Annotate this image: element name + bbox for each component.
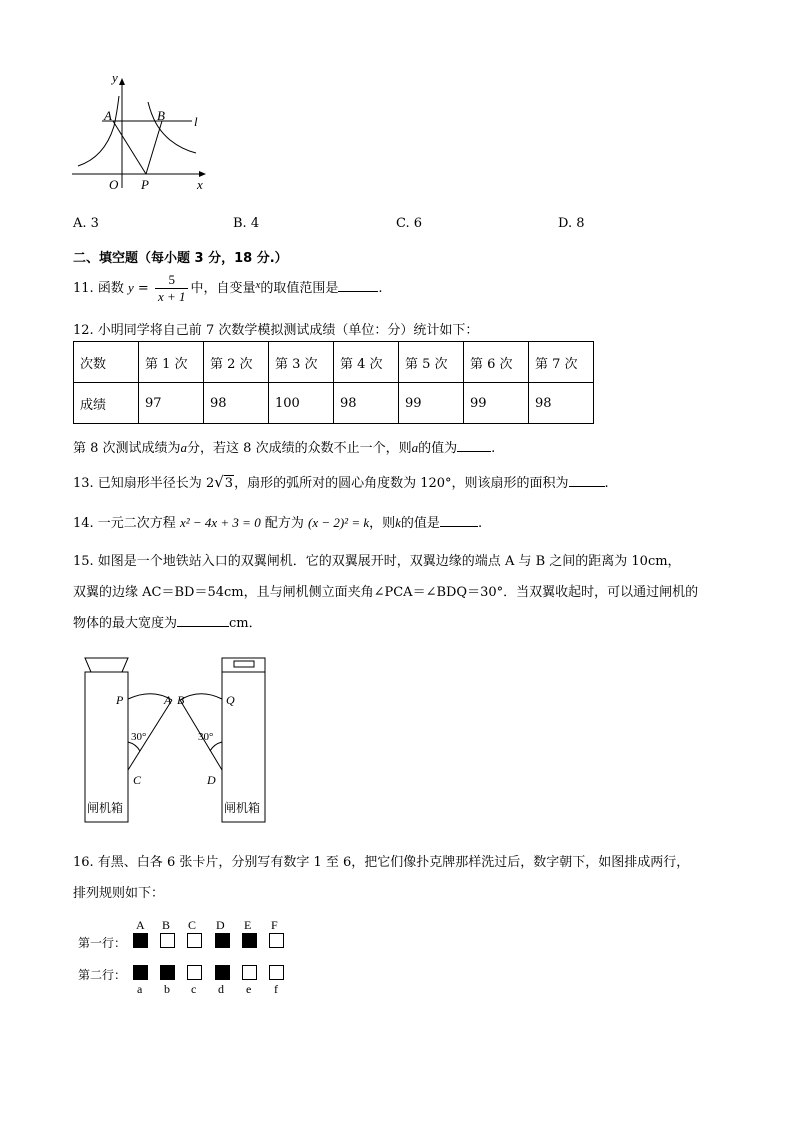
graph-label-l: l [194,114,198,129]
question-14 [73,512,482,531]
q11-fraction [155,272,189,305]
card-row2-c [187,965,202,980]
q15-line3-b: cm． [229,616,262,631]
q11-equals: = [133,281,153,296]
q11-suffix: 的取值范围是 [260,281,339,296]
q12-end: . [491,441,496,456]
graph-label-a: A [104,108,112,123]
card-row2-d [215,965,230,980]
table-cell: 第 3 次 [269,342,334,383]
card-bottom-letter: c [191,982,197,996]
row-1-label: 第一行： [78,936,127,950]
card-bottom-letter: f [274,982,278,996]
q11-end: . [378,281,383,296]
q13-radicand: 3 [224,476,234,491]
table-cell: 100 [269,383,334,424]
card-bottom-letter: e [246,982,252,996]
graph-label-b: B [157,108,165,123]
q14-end: . [477,516,483,531]
card-top-letter: C [188,918,197,932]
question-16-line-2: 排列规则如下： [73,886,165,901]
graph-label-o: O [109,177,119,192]
card-row2-f [269,965,284,980]
q12-follow-b: 分，若这 8 次成绩的众数不止一个，则 [187,441,412,456]
question-15-line-3 [73,612,262,631]
q14-answer-blank[interactable] [440,514,478,527]
score-table [73,341,594,424]
question-16-line-1: 16. 有黑、白各 6 张卡片，分别写有数字 1 至 6，把它们像扑克牌那样洗过后，数字朝下，如图排成两行， [73,855,690,870]
card-row2-b [160,965,175,980]
table-cell: 99 [464,383,529,424]
q13-text-a: 13. 已知扇形半径长为 2 [73,476,215,491]
q11-mid: 中，自变量 [190,281,256,296]
q11-var-x: x [255,279,261,291]
question-13 [73,472,609,491]
q13-end: . [604,476,609,491]
q15-line3-a: 物体的最大宽度为 [73,616,178,631]
question-11 [73,272,383,305]
card-top-letter: F [271,918,278,932]
graph-label-x: x [197,177,203,192]
gate-label-a: A [164,693,172,707]
q11-number: 11. [73,281,94,296]
question-15-line-1: 15. 如图是一个地铁站入口的双翼闸机．它的双翼展开时，双翼边缘的端点 A 与 B 之间的距离为 10cm， [73,554,681,569]
q14-text-a: 14. 一元二次方程 [73,516,180,531]
table-cell: 次数 [74,342,139,383]
choice-b[interactable]: B. 4 [233,216,260,231]
card-row1-d [215,933,230,948]
gate-angle-left: 30° [131,731,147,743]
gate-angle-right: 30° [198,731,214,743]
card-row1-c [187,933,202,948]
card-top-letter: A [136,918,145,932]
question-15-line-2: 双翼的边缘 AC＝BD＝54cm，且与闸机侧立面夹角∠PCA＝∠BDQ＝30°．当双翼收起时，可以通过闸机的 [73,585,699,600]
table-cell: 第 1 次 [139,342,204,383]
card-row1-b [160,933,175,948]
table-row [74,383,594,424]
question-12-followup [73,437,495,456]
graph-label-p: P [141,177,149,192]
card-bottom-letter: a [137,982,143,996]
card-row1-f [269,933,284,948]
q11-prefix: 函数 [97,281,124,296]
sqrt-icon: √ [214,473,224,491]
card-top-letter: B [162,918,171,932]
y-axis-arrow-icon [119,78,125,85]
q11-answer-blank[interactable] [338,279,378,292]
q11-var-y: y [127,280,134,295]
card-row1-a [133,933,148,948]
card-bottom-letter: d [218,982,224,996]
table-cell: 98 [529,383,594,424]
card-top-letter: D [216,918,225,932]
card-row2-a [133,965,148,980]
gate-label-p: P [116,693,124,707]
q12-follow-a: 第 8 次测试成绩为 [73,441,181,456]
q12-var-a: a [180,440,188,455]
q12-var-a2: a [411,440,419,455]
gate-label-c: C [133,773,142,787]
table-cell: 97 [139,383,204,424]
function-graph-figure [66,68,216,196]
table-cell: 成绩 [74,383,139,424]
gate-label-d: D [207,773,216,787]
table-cell: 第 2 次 [204,342,269,383]
table-cell: 第 4 次 [334,342,399,383]
table-cell: 99 [399,383,464,424]
q12-follow-c: 的值为 [418,441,458,456]
gate-label-q: Q [226,693,235,707]
choice-a[interactable]: A. 3 [73,216,99,231]
card-bottom-letter: b [164,982,170,996]
graph-label-y: y [112,70,118,85]
turnstile-figure [80,650,280,825]
q11-denominator: x + 1 [157,289,186,304]
choice-d[interactable]: D. 8 [558,216,585,231]
table-cell: 第 5 次 [399,342,464,383]
section-heading: 二、填空题（每小题 3 分，18 分.） [73,251,288,266]
table-header-row [74,342,594,383]
q14-equation-1: x² − 4x + 3 = 0 [179,515,261,530]
card-top-letter: E [244,918,252,932]
q14-equation-2: (x − 2)² = k [307,515,370,530]
choice-c[interactable]: C. 6 [396,216,423,231]
q14-var-k: k [395,515,401,530]
q13-text-b: ，扇形的弧所对的圆心角度数为 120°，则该扇形的面积为 [234,476,569,491]
row-2-label: 第二行： [78,968,127,982]
q11-numerator: 5 [155,272,189,289]
table-cell: 98 [334,383,399,424]
q15-answer-blank[interactable] [177,614,229,627]
q13-answer-blank[interactable] [569,474,605,487]
card-row1-e [242,933,257,948]
gate-box-right-label: 闸机箱 [224,801,261,815]
gate-box-left-label: 闸机箱 [87,801,124,815]
card-row2-e [242,965,257,980]
q14-text-b: 配方为 [260,516,308,531]
cards-figure [76,918,306,998]
table-cell: 第 7 次 [529,342,594,383]
q14-text-c: ，则 [369,516,396,531]
table-cell: 第 6 次 [464,342,529,383]
q14-text-d: 的值是 [400,516,440,531]
gate-label-b: B [177,693,185,707]
q12-answer-blank[interactable] [457,439,491,452]
table-cell: 98 [204,383,269,424]
question-12-intro: 12. 小明同学将自己前 7 次数学模拟测试成绩（单位：分）统计如下： [73,323,479,338]
